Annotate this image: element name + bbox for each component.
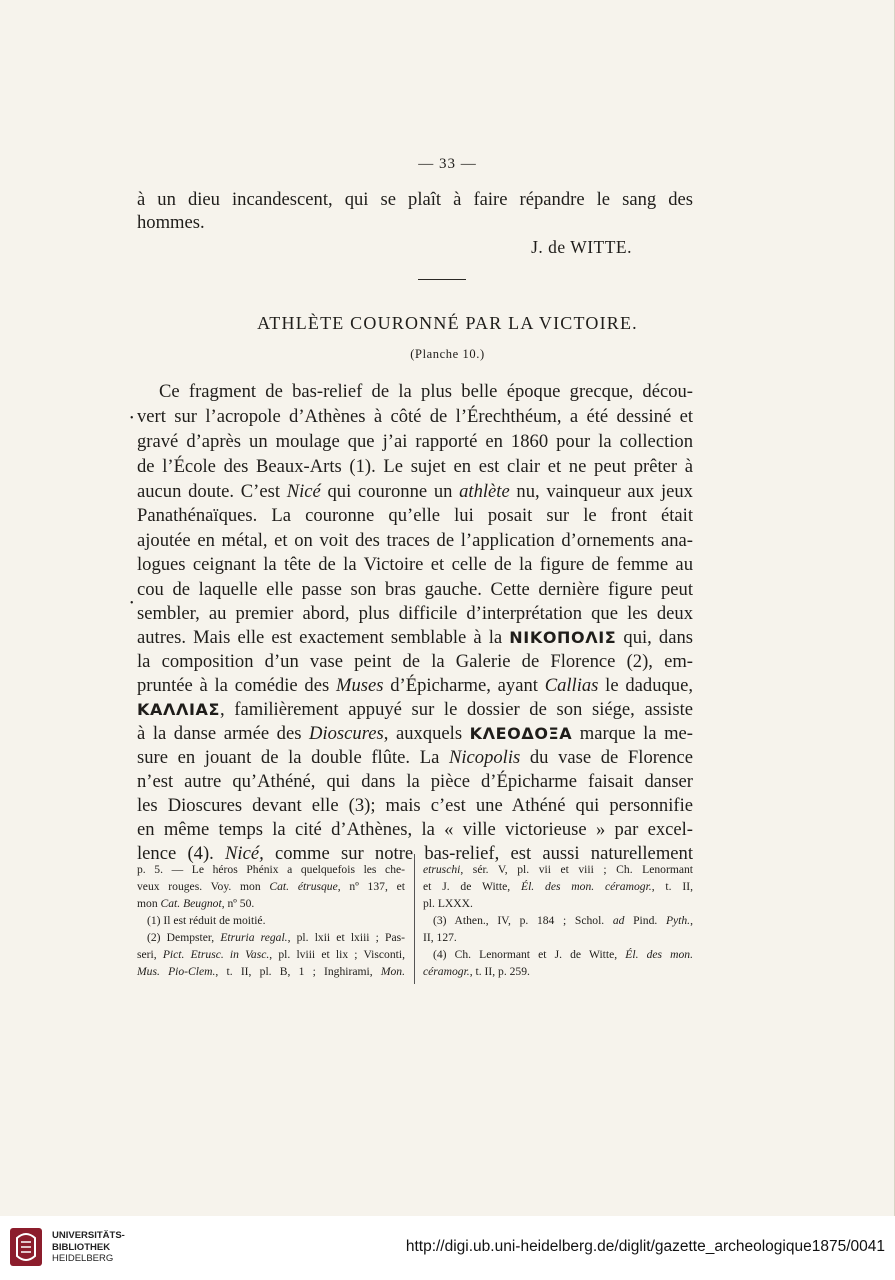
digitization-footer — [0, 1216, 895, 1280]
body-line: en même temps la cité d’Athènes, la « ville victorieuse » par excel- — [137, 819, 693, 840]
footnote-line: (4) Ch. Lenormant et J. de Witte, Él. des mon. — [433, 948, 694, 961]
body-line: Panathénaïques. La couronne qu’elle lui posait sur le front était — [137, 505, 693, 526]
source-url-link[interactable]: http://digi.ub.uni-heidelberg.de/diglit/gazette_archeologique1875/0041 — [405, 1238, 885, 1255]
margin-mark: • — [130, 413, 134, 424]
body-line: Ce fragment de bas-relief de la plus belle époque grecque, décou- — [159, 381, 693, 402]
footnote-line: (1) Il est réduit de moitié. — [147, 914, 266, 927]
footnote-line: et J. de Witte, Él. des mon. céramogr., t. II, — [423, 880, 693, 893]
body-line: la composition d’un vase peint de la Galerie de Florence (2), em- — [137, 651, 693, 672]
margin-mark: • — [130, 598, 134, 609]
section-divider — [418, 279, 466, 280]
body-line: ΚΑΛΛΙΑΣ, familièrement appuyé sur le dossier de son siége, assiste — [137, 699, 693, 720]
article-title: ATHLÈTE COURONNÉ PAR LA VICTOIRE. — [257, 313, 638, 333]
body-line: vert sur l’acropole d’Athènes à côté de l’Érechthéum, a été dessiné et — [137, 406, 693, 427]
intro-line: à un dieu incandescent, qui se plaît à faire répandre le sang des — [137, 189, 693, 210]
footnote-line: veux rouges. Voy. mon Cat. étrusque, nº 137, et — [137, 880, 405, 893]
body-line: logues ceignant la tête de la Victoire et celle de la figure de femme au — [137, 554, 693, 575]
body-line: gravé d’après un moulage que j’ai rapporté en 1860 pour la collection — [137, 431, 693, 452]
body-line: sure en jouant de la double flûte. La Nicopolis du vase de Florence — [137, 747, 693, 768]
footnote-line: (3) Athen., IV, p. 184 ; Schol. ad Pind. Pyth., — [433, 914, 693, 927]
footnote-line: céramogr., t. II, p. 259. — [423, 965, 530, 978]
footnote-line: seri, Pict. Etrusc. in Vasc., pl. lviii et lix ; Visconti, — [137, 948, 405, 961]
body-line: de l’École des Beaux-Arts (1). Le sujet en est clair et ne peut prêter à — [137, 456, 693, 477]
footnote-line: p. 5. — Le héros Phénix a quelquefois les che- — [137, 863, 405, 876]
library-name: UNIVERSITÄTS- BIBLIOTHEK HEIDELBERG — [52, 1230, 125, 1264]
footnote-line: Mus. Pio-Clem., t. II, pl. B, 1 ; Inghirami, Mon. — [137, 965, 405, 978]
body-line: sembler, au premier abord, plus difficile d’interprétation que les deux — [137, 603, 693, 624]
body-line: ajoutée en métal, et on voit des traces de l’application d’ornements ana- — [137, 530, 693, 551]
author-signature: J. de WITTE. — [531, 237, 632, 257]
footnote-line: etruschi, sér. V, pl. vii et viii ; Ch. Lenormant — [423, 863, 693, 876]
footnote-line: (2) Dempster, Etruria regal., pl. lxii et lxiii ; Pas- — [147, 931, 406, 944]
university-seal-icon — [8, 1226, 44, 1268]
footnote-line: mon Cat. Beugnot, nº 50. — [137, 897, 255, 910]
body-line: cou de laquelle elle passe son bras gauche. Cette dernière figure peut — [137, 579, 693, 600]
body-line: n’est autre qu’Athéné, qui dans la pièce d’Épicharme faisait danser — [137, 771, 693, 792]
intro-line: hommes. — [137, 212, 205, 233]
footnote-column-divider — [414, 854, 415, 984]
footnote-line: II, 127. — [423, 931, 457, 944]
body-line: aucun doute. C’est Nicé qui couronne un athlète nu, vainqueur aux jeux — [137, 481, 693, 502]
body-line: lence (4). Nicé, comme sur notre bas-relief, est aussi naturellement — [137, 843, 693, 864]
page-number: — 33 — — [418, 156, 477, 172]
footnote-line: pl. LXXX. — [423, 897, 473, 910]
body-line: autres. Mais elle est exactement semblable à la ΝΙΚΟΠΟΛΙΣ qui, dans — [137, 627, 693, 648]
body-line: les Dioscures devant elle (3); mais c’est une Athéné qui personnifie — [137, 795, 693, 816]
plate-reference: (Planche 10.) — [410, 347, 485, 361]
body-line: à la danse armée des Dioscures, auxquels ΚΛΕΟΔΟΞΑ marque la me- — [137, 723, 693, 744]
body-line: pruntée à la comédie des Muses d’Épicharme, ayant Callias le daduque, — [137, 675, 693, 696]
